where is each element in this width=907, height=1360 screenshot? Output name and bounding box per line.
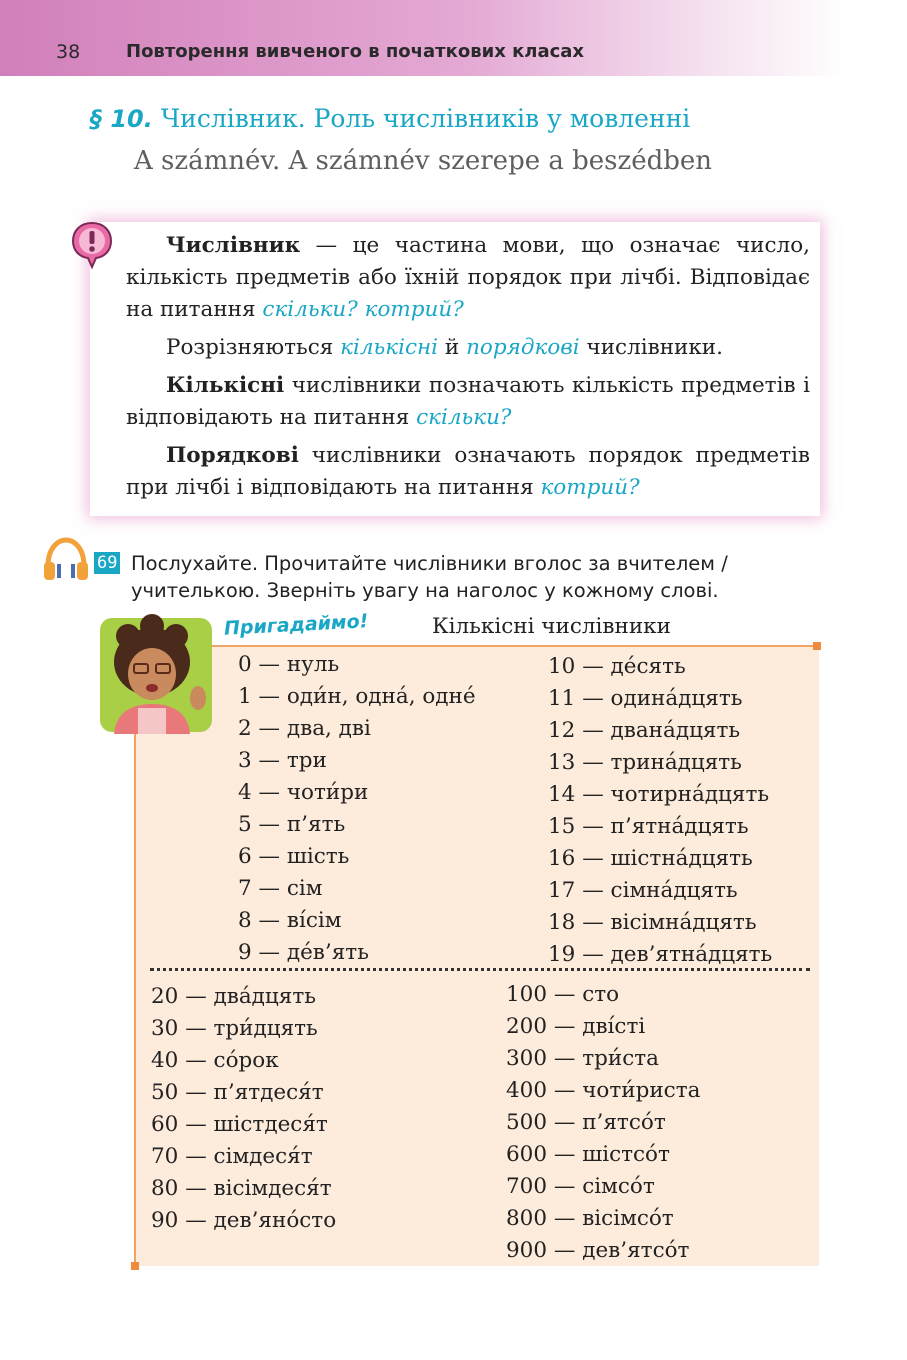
numeral-entry: 8 — ві́сім [238,908,342,933]
rule-text-span: числівники означають порядок предметів при лічбі і відповідають на питання [126,443,810,500]
border-corner [813,642,821,650]
exercise-text: Послухайте. Прочитайте числівники вголос за вчителем / учителькою. Зверніть увагу на наголос у кожному слові. [131,552,728,602]
numeral-entry: 500 — п’ятсо́т [506,1110,666,1135]
paragraph-number: § 10. [90,105,153,133]
question-highlight: скільки? [416,405,512,430]
numeral-entry: 14 — чотирна́дцять [548,782,770,807]
numeral-entry: 100 — сто [506,982,620,1007]
numeral-entry: 2 — два, дві [238,716,371,741]
numeral-entry: 19 — дев’ятна́дцять [548,942,773,967]
page-header [0,0,848,76]
rule-text-span: числівники позначають кількість предметів і відповідають на питання [126,373,810,430]
numeral-entry: 40 — со́рок [151,1048,279,1073]
remember-label: Пригадаймо! [223,610,369,640]
numeral-entry: 80 — вісімдеся́т [151,1176,332,1201]
rule-paragraph [126,370,810,434]
rule-paragraph [126,230,810,326]
rule-text-span: й [438,335,467,360]
numeral-entry: 900 — дев’ятсо́т [506,1238,690,1263]
rule-text-span: — це частина мови, що означає число, кількість предметів або їхній порядок при лічбі. Відповідає на питання [126,233,810,322]
numeral-entry: 5 — п’ять [238,812,346,837]
numeral-entry: 300 — три́ста [506,1046,659,1071]
numeral-entry: 3 — три [238,748,327,773]
numeral-entry: 9 — де́в’ять [238,940,369,965]
question-highlight: скільки? котрий? [262,297,464,322]
numeral-entry: 90 — дев’яно́сто [151,1208,337,1233]
numeral-entry: 7 — сім [238,876,323,901]
numeral-entry: 4 — чоти́ри [238,780,369,805]
numeral-entry: 70 — сімдеся́т [151,1144,313,1169]
table-border-left [134,716,136,1267]
numeral-entry: 0 — нуль [238,652,340,677]
numeral-entry: 12 — двана́дцять [548,718,741,743]
table-title: Кількісні числівники [432,614,671,639]
term-bold: Порядкові [166,443,299,468]
headphones-icon[interactable] [40,536,92,584]
numeral-entry: 400 — чоти́риста [506,1078,701,1103]
rule-text-span: числівники. [579,335,723,360]
section-title [90,104,690,133]
numeral-entry: 30 — три́дцять [151,1016,318,1041]
numeral-entry: 600 — шістсо́т [506,1142,670,1167]
term-bold: Кількісні [166,373,285,398]
numeral-entry: 11 — одина́дцять [548,686,743,711]
numeral-entry: 200 — дві́сті [506,1014,646,1039]
numeral-entry: 17 — сімна́дцять [548,878,738,903]
section-subtitle: A számnév. A számnév szerepe a beszédben [134,146,713,176]
rule-paragraph [126,440,810,504]
dotted-divider [150,968,810,971]
question-highlight: котрий? [540,475,640,500]
exercise-number: 69 [94,552,120,574]
numeral-entry: 800 — вісімсо́т [506,1206,674,1231]
numeral-entry: 20 — два́дцять [151,984,316,1009]
numeral-entry: 18 — вісімна́дцять [548,910,757,935]
rule-text-span: Розрізняються [166,335,341,360]
rule-text [126,230,810,510]
section-title-text: Числівник. Роль числівників у мовленні [160,104,691,133]
numeral-entry: 6 — шість [238,844,350,869]
numeral-entry: 700 — сімсо́т [506,1174,655,1199]
border-corner [131,1262,139,1270]
exclamation-icon [70,220,114,270]
girl-avatar [100,612,212,734]
numeral-entry: 50 — п’ятдеся́т [151,1080,324,1105]
numeral-entry: 60 — шістдеся́т [151,1112,328,1137]
numeral-entry: 10 — де́сять [548,654,686,679]
term-bold: Числівник [166,233,301,258]
term-highlight: кількісні [340,335,439,360]
numeral-entry: 15 — п’ятна́дцять [548,814,749,839]
rule-paragraph [126,332,810,364]
term-highlight: порядкові [466,335,580,360]
numeral-entry: 13 — трина́дцять [548,750,742,775]
table-border-top [136,645,818,647]
numeral-entry: 1 — оди́н, одна́, одне́ [238,684,476,709]
page-number: 38 [56,41,81,63]
numeral-entry: 16 — шістна́дцять [548,846,753,871]
running-title: Повторення вивченого в початкових класах [126,41,585,62]
